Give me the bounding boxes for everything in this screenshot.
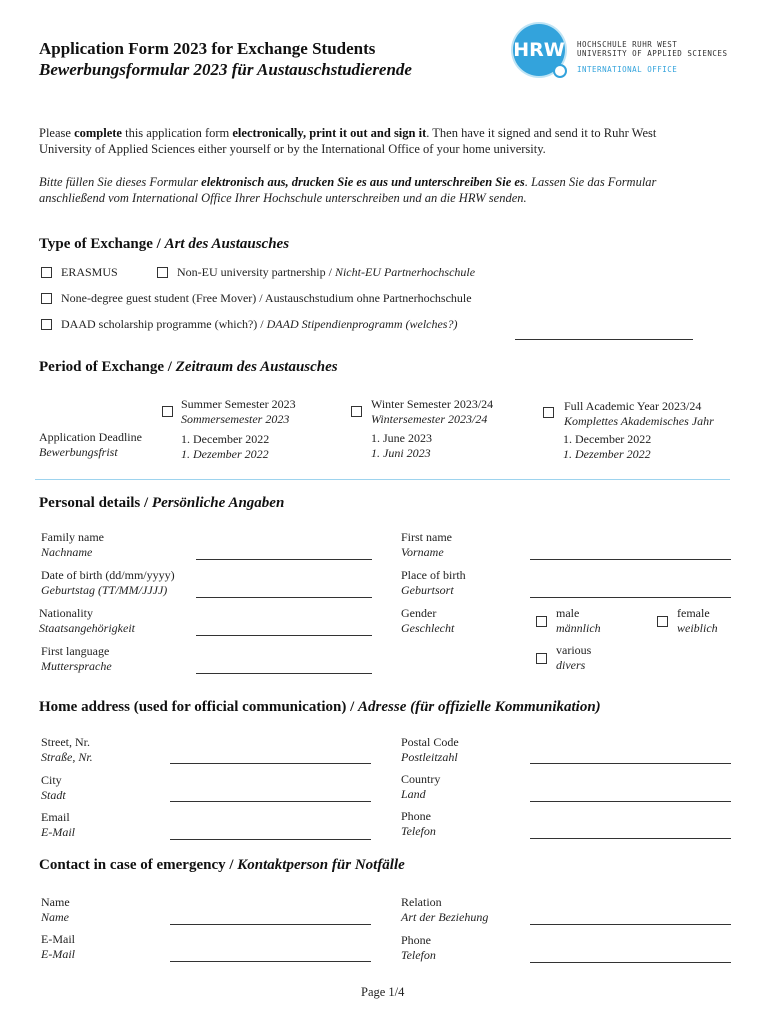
erasmus-label: ERASMUS: [61, 265, 118, 279]
section-personal: Personal details / Persönliche Angaben: [39, 495, 285, 511]
emergency-phone-label: Phone Telefon: [401, 933, 436, 962]
family-name-field[interactable]: [196, 559, 372, 560]
winter-checkbox[interactable]: [351, 406, 362, 417]
various-checkbox[interactable]: [536, 653, 547, 664]
logo-line2: UNIVERSITY OF APPLIED SCIENCES: [577, 49, 728, 58]
relation-label: Relation Art der Beziehung: [401, 895, 489, 924]
first-name-label: First name Vorname: [401, 530, 452, 559]
erasmus-checkbox[interactable]: [41, 267, 52, 278]
deadline-label: Application Deadline Bewerbungsfrist: [39, 430, 142, 459]
noneu-checkbox[interactable]: [157, 267, 168, 278]
nationality-field[interactable]: [196, 635, 372, 636]
form-title-de: Bewerbungsformular 2023 für Austauschstudierende: [39, 60, 412, 79]
intro-de: Bitte füllen Sie dieses Formular elektronisch aus, drucken Sie es aus und unterschreiben Sie es. Lassen Sie das Formular anschließend vom International Office Ihrer Hochschule unterschreiben und an die HRW senden.: [39, 175, 657, 205]
freemover-label: None-degree guest student (Free Mover) / Austauschstudium ohne Partnerhochschule: [61, 291, 472, 305]
email-field[interactable]: [170, 839, 371, 840]
emergency-name-label: Name Name: [41, 895, 70, 924]
section-period: Period of Exchange / Zeitraum des Austausches: [39, 359, 338, 375]
summer-deadline: 1. December 2022 1. Dezember 2022: [181, 432, 270, 461]
winter-label: Winter Semester 2023/24 Wintersemester 2023/24: [371, 397, 494, 426]
female-label: female weiblich: [677, 606, 718, 635]
daad-label: DAAD scholarship programme (which?) / DAAD Stipendienprogramm (welches?): [61, 317, 458, 331]
dob-field[interactable]: [196, 597, 372, 598]
logo-mark: HRW: [513, 39, 565, 61]
street-field[interactable]: [170, 763, 371, 764]
family-name-label: Family name Nachname: [41, 530, 104, 559]
section-divider: [35, 479, 730, 480]
section-address: Home address (used for official communication) / Adresse (für offizielle Kommunikation): [39, 699, 601, 715]
full-year-deadline: 1. December 2022 1. Dezember 2022: [563, 432, 652, 461]
noneu-label: Non-EU university partnership / Nicht-EU Partnerhochschule: [177, 265, 476, 279]
emergency-name-field[interactable]: [170, 924, 371, 925]
dob-label: Date of birth (dd/mm/yyyy) Geburtstag (TT/MM/JJJJ): [41, 568, 175, 597]
various-label: various divers: [556, 643, 592, 672]
postal-label: Postal Code Postleitzahl: [401, 735, 459, 764]
intro-en: Please complete this application form electronically, print it out and sign it. Then have it signed and send it to Ruhr West University of Applied Sciences either yourself or by the International Office of your home university.: [39, 126, 657, 156]
male-label: male männlich: [556, 606, 601, 635]
summer-checkbox[interactable]: [162, 406, 173, 417]
section-emergency: Contact in case of emergency / Kontaktperson für Notfälle: [39, 857, 405, 873]
logo-line1: HOCHSCHULE RUHR WEST: [577, 40, 678, 49]
emergency-email-field[interactable]: [170, 961, 371, 962]
logo-office: INTERNATIONAL OFFICE: [577, 65, 678, 74]
section-exchange-type: Type of Exchange / Art des Austausches: [39, 236, 290, 252]
female-checkbox[interactable]: [657, 616, 668, 627]
emergency-email-label: E-Mail E-Mail: [41, 932, 75, 961]
pob-label: Place of birth Geburtsort: [401, 568, 466, 597]
phone-field[interactable]: [530, 838, 731, 839]
male-checkbox[interactable]: [536, 616, 547, 627]
emergency-phone-field[interactable]: [530, 962, 731, 963]
phone-label: Phone Telefon: [401, 809, 436, 838]
city-label: City Stadt: [41, 773, 66, 802]
country-label: Country Land: [401, 772, 441, 801]
city-field[interactable]: [170, 801, 371, 802]
country-field[interactable]: [530, 801, 731, 802]
daad-checkbox[interactable]: [41, 319, 52, 330]
logo-magnifier-icon: [553, 64, 567, 78]
winter-deadline: 1. June 2023 1. Juni 2023: [371, 431, 432, 460]
first-name-field[interactable]: [530, 559, 731, 560]
relation-field[interactable]: [530, 924, 731, 925]
logo-text: [577, 40, 727, 58]
form-title: [39, 38, 412, 80]
email-label: Email E-Mail: [41, 810, 75, 839]
first-language-label: First language Muttersprache: [41, 644, 112, 673]
first-language-field[interactable]: [196, 673, 372, 674]
full-year-label: Full Academic Year 2023/24 Komplettes Akademisches Jahr: [564, 399, 714, 428]
nationality-label: Nationality Staatsangehörigkeit: [39, 606, 135, 635]
full-year-checkbox[interactable]: [543, 407, 554, 418]
form-title-en: Application Form 2023 for Exchange Students: [39, 39, 376, 58]
page-number: Page 1/4: [361, 985, 405, 999]
pob-field[interactable]: [530, 597, 731, 598]
daad-which-field[interactable]: [515, 339, 693, 340]
postal-field[interactable]: [530, 763, 731, 764]
gender-label: Gender Geschlecht: [401, 606, 455, 635]
summer-label: Summer Semester 2023 Sommersemester 2023: [181, 397, 296, 426]
street-label: Street, Nr. Straße, Nr.: [41, 735, 93, 764]
freemover-checkbox[interactable]: [41, 293, 52, 304]
